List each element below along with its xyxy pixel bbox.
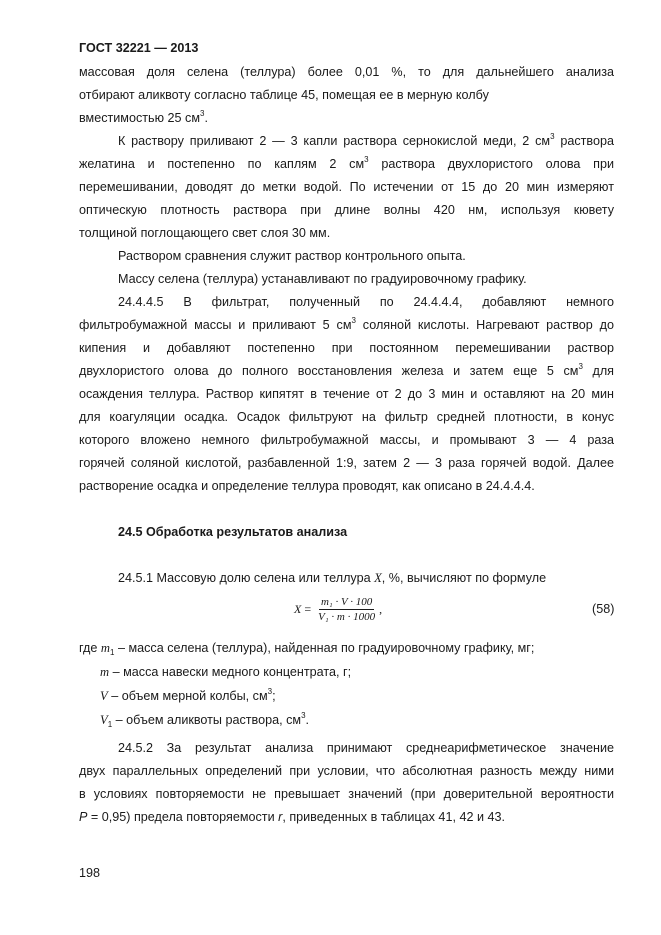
text-line: в условиях повторяемости не превышает значений (при доверительной вероятности xyxy=(79,787,614,801)
superscript: 3 xyxy=(364,154,369,164)
text-line: оптическую плотность раствора при длине волны 420 нм, используя кювету xyxy=(79,203,614,217)
text-span: фильтробумажной массы и приливают 5 см xyxy=(79,318,352,332)
text-line xyxy=(79,110,614,126)
text-span: вместимостью 25 см xyxy=(79,111,201,125)
fraction xyxy=(316,596,377,623)
text-line: Раствором сравнения служит раствор контрольного опыта. xyxy=(118,249,466,263)
text-span: где xyxy=(79,641,101,655)
text-line xyxy=(79,156,614,172)
text-span: ; xyxy=(272,689,276,703)
text-line: отбирают аликвоту согласно таблице 45, помещая ее в мерную колбу xyxy=(79,88,489,102)
section-heading: 24.5 Обработка результатов анализа xyxy=(118,525,348,539)
superscript: 3 xyxy=(200,108,205,118)
formula-comma: , xyxy=(379,602,383,616)
text-span: , %, вычисляют по формуле xyxy=(381,571,547,585)
text-line: двух параллельных определений при условии, что абсолютная разность между ними xyxy=(79,764,614,778)
text-line: Массу селена (теллура) устанавливают по градуировочному графику. xyxy=(118,272,527,286)
definition-line xyxy=(100,688,276,704)
text-span: 24.5.1 Массовую долю селена или теллура xyxy=(118,571,375,585)
text-line: осаждения теллура. Раствор кипятят в течение от 2 до 3 мин и оставляют на 20 мин xyxy=(79,387,614,401)
equation-number: (58) xyxy=(592,602,615,616)
math-variable: m xyxy=(100,665,110,679)
math-variable: m xyxy=(100,641,110,655)
fraction-denominator: V₁ · m · 1000 xyxy=(318,611,376,623)
math-variable: X xyxy=(374,571,382,585)
text-line xyxy=(79,809,614,825)
text-span: раствора xyxy=(554,134,614,148)
superscript: 3 xyxy=(351,315,356,325)
equals-sign: = xyxy=(301,602,315,616)
text-line: для коагуляции осадка. Осадок фильтруют на фильтр средней плотности, в конус xyxy=(79,410,614,424)
math-variable: r xyxy=(278,810,283,824)
math-variable: V xyxy=(100,713,108,727)
text-span: двухлористого олова до полного восстановления железа и затем еще 5 см xyxy=(79,364,579,378)
text-span: . xyxy=(305,713,310,727)
text-line: кипения и добавляют постепенно при постоянном перемешивании раствор xyxy=(79,341,614,355)
text-line xyxy=(118,570,614,586)
subscript: 1 xyxy=(110,648,115,657)
text-line: растворение осадка и определение теллура проводят, как описано в 24.4.4.4. xyxy=(79,479,535,493)
superscript: 3 xyxy=(550,131,555,141)
document-header: ГОСТ 32221 — 2013 xyxy=(79,41,199,55)
text-span: , приведенных в таблицах 41, 42 и 43. xyxy=(282,810,505,824)
definition-line xyxy=(100,664,351,680)
definition-line xyxy=(79,640,614,658)
definition-line xyxy=(100,712,309,730)
text-span: желатина и постепенно по каплям 2 см xyxy=(79,157,365,171)
text-line: которого вложено немного фильтробумажной массы, и промывают 3 — 4 раза xyxy=(79,433,614,447)
superscript: 3 xyxy=(267,686,273,696)
text-span: – объем аликвоты раствора, см xyxy=(112,713,302,727)
math-variable: V xyxy=(100,689,108,703)
text-line: горячей соляной кислотой, разбавленной 1:9, затем 2 — 3 раза горячей водой. Далее xyxy=(79,456,614,470)
text-span: раствора двухлористого олова при xyxy=(368,157,614,171)
text-line: 24.5.2 За результат анализа принимают среднеарифметическое значение xyxy=(118,741,614,755)
text-span: . xyxy=(204,111,208,125)
math-variable: P xyxy=(79,810,88,824)
text-span: = 0,95) предела повторяемости xyxy=(87,810,279,824)
fraction-numerator: m₁ · V · 100 xyxy=(320,596,373,608)
formula-58 xyxy=(294,596,382,623)
text-line xyxy=(79,363,614,379)
text-span: для xyxy=(582,364,615,378)
text-line: массовая доля селена (теллура) более 0,01 %, то для дальнейшего анализа xyxy=(79,65,614,79)
text-span: – масса навески медного концентрата, г; xyxy=(109,665,352,679)
math-variable: X xyxy=(294,602,302,616)
text-span: соляной кислоты. Нагревают раствор до xyxy=(355,318,614,332)
page-number: 198 xyxy=(79,866,101,880)
text-span: К раствору приливают 2 — 3 капли раствора сернокислой меди, 2 см xyxy=(118,134,551,148)
text-line: 24.4.4.5 В фильтрат, полученный по 24.4.4.4, добавляют немного xyxy=(118,295,614,309)
text-line xyxy=(118,133,614,149)
text-line: перемешивании, доводят до метки водой. По истечении от 15 до 20 мин измеряют xyxy=(79,180,614,194)
text-span: – объем мерной колбы, см xyxy=(107,689,268,703)
text-line xyxy=(79,317,614,333)
text-line: толщиной поглощающего свет слоя 30 мм. xyxy=(79,226,331,240)
superscript: 3 xyxy=(301,710,306,720)
superscript: 3 xyxy=(578,361,583,371)
subscript: 1 xyxy=(107,720,113,729)
text-span: – масса селена (теллура), найденная по градуировочному графику, мг; xyxy=(114,641,535,655)
